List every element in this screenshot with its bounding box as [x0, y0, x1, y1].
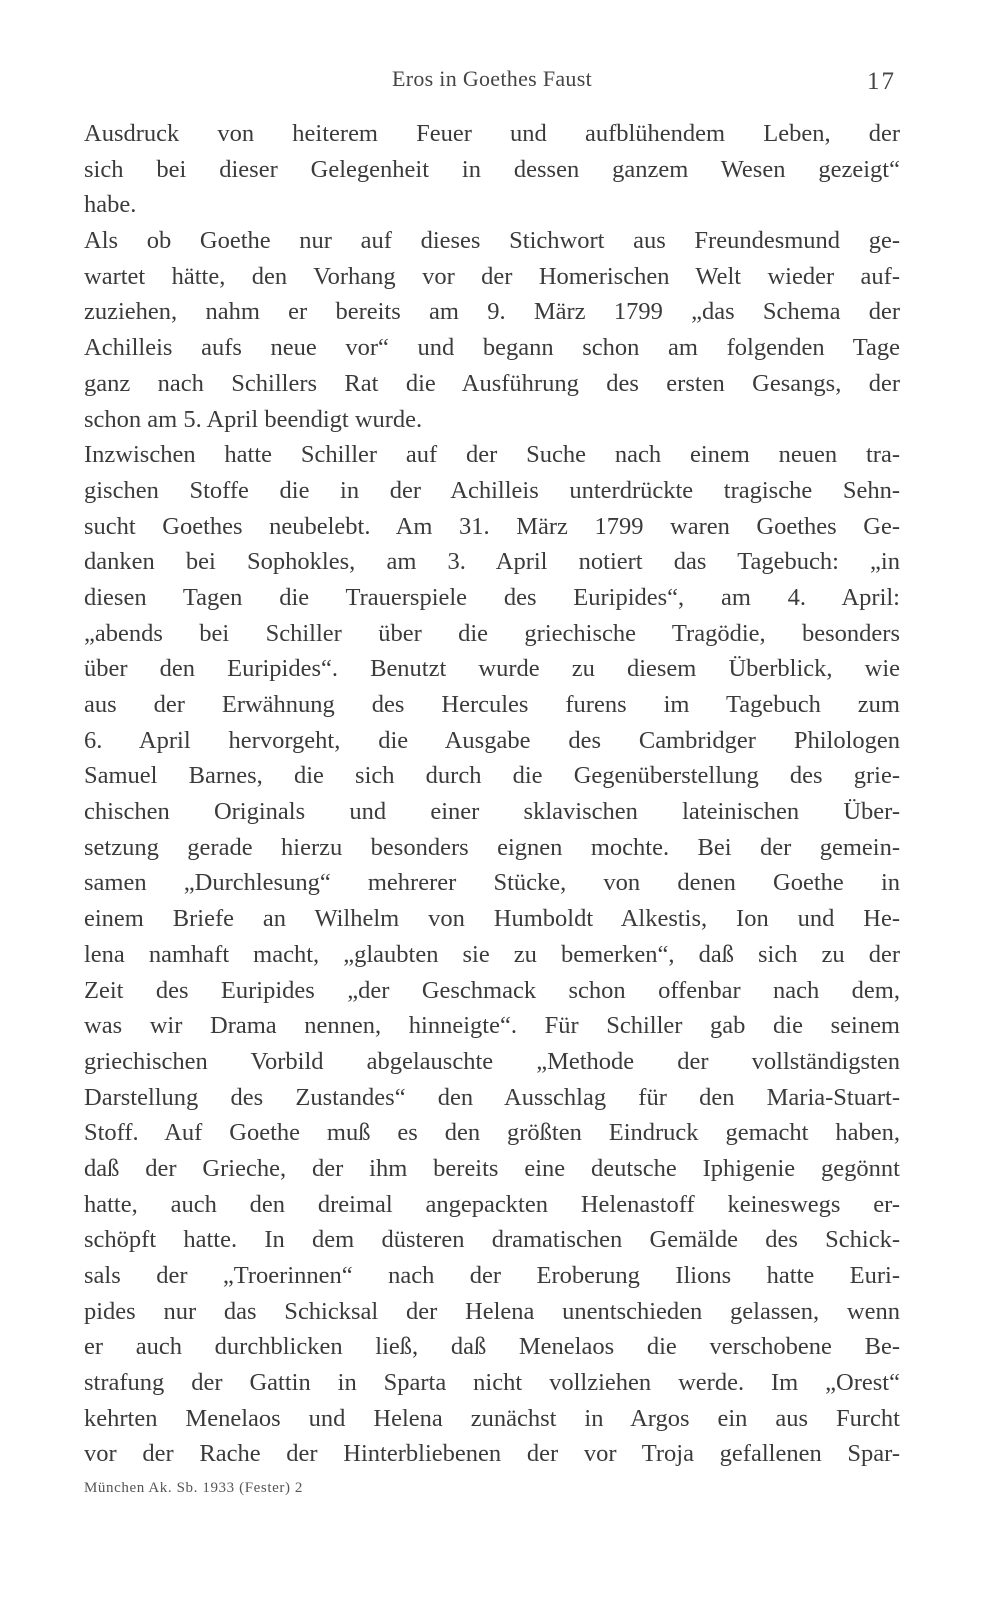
running-head [84, 66, 900, 100]
text-line: setzung gerade hierzu besonders eignen mochte. Bei der gemein- [84, 833, 900, 861]
text-line: ganz nach Schillers Rat die Ausführung des ersten Gesangs, der [84, 369, 900, 397]
text-line: schöpft hatte. In dem düsteren dramatischen Gemälde des Schick- [84, 1226, 900, 1254]
running-title: Eros in Goethes Faust [391, 66, 592, 91]
text-line: habe. [84, 191, 137, 219]
text-line: vor der Rache der Hinterbliebenen der vor Troja gefallenen Spar- [84, 1440, 900, 1468]
text-line: Stoff. Auf Goethe muß es den größten Eindruck gemacht haben, [84, 1119, 900, 1147]
text-line: Zeit des Euripides „der Geschmack schon offenbar nach dem, [84, 976, 900, 1004]
text-line: sucht Goethes neubelebt. Am 31. März 1799 waren Goethes Ge- [84, 512, 900, 540]
text-line: daß der Grieche, der ihm bereits eine deutsche Iphigenie gegönnt [84, 1154, 900, 1182]
text-line: aus der Erwähnung des Hercules furens im Tagebuch zum [84, 691, 900, 718]
text-line: Inzwischen hatte Schiller auf der Suche nach einem neuen tra- [84, 441, 900, 469]
text-line: einem Briefe an Wilhelm von Humboldt Alkestis, Ion und He- [84, 905, 900, 933]
text-line: griechischen Vorbild abgelauschte „Methode der vollständigsten [84, 1047, 900, 1075]
text-line: er auch durchblicken ließ, daß Menelaos die verschobene Be- [84, 1333, 900, 1361]
text-line: lena namhaft macht, „glaubten sie zu bemerken“, daß sich zu der [84, 940, 900, 968]
text-line: chischen Originals und einer sklavischen lateinischen Über- [84, 798, 900, 826]
text-line: gischen Stoffe die in der Achilleis unterdrückte tragische Sehn- [84, 476, 900, 504]
text-line: Als ob Goethe nur auf dieses Stichwort aus Freundesmund ge- [84, 227, 900, 255]
text-line: Achilleis aufs neue vor“ und begann schon am folgenden Tage [84, 334, 900, 362]
text-line: pides nur das Schicksal der Helena unentschieden gelassen, wenn [84, 1297, 900, 1325]
text-line: sich bei dieser Gelegenheit in dessen ganzem Wesen gezeigt“ [84, 155, 900, 183]
text-line: „abends bei Schiller über die griechische Tragödie, besonders [84, 619, 900, 647]
text-line: wartet hätte, den Vorhang vor der Homerischen Welt wieder auf- [84, 262, 900, 290]
text-line: über den Euripides“. Benutzt wurde zu diesem Überblick, wie [84, 655, 900, 683]
text-line: Darstellung des Zustandes“ den Ausschlag für den Maria-Stuart- [84, 1083, 900, 1111]
text-line: strafung der Gattin in Sparta nicht vollziehen werde. Im „Orest“ [84, 1369, 900, 1397]
text-line: was wir Drama nennen, hinneigte“. Für Schiller gab die seinem [84, 1012, 900, 1040]
text-line: schon am 5. April beendigt wurde. [84, 405, 423, 433]
text-line: hatte, auch den dreimal angepackten Helenastoff keineswegs er- [84, 1190, 900, 1218]
text-line: danken bei Sophokles, am 3. April notiert das Tagebuch: „in [84, 548, 900, 576]
footer-signature: München Ak. Sb. 1933 (Fester) 2 [84, 1480, 303, 1496]
text-line: diesen Tagen die Trauerspiele des Euripides“, am 4. April: [84, 583, 900, 611]
text-line: sals der „Troerinnen“ nach der Eroberung Ilions hatte Euri- [84, 1262, 900, 1289]
text-line: samen „Durchlesung“ mehrerer Stücke, von denen Goethe in [84, 869, 900, 897]
page-number: 17 [867, 68, 896, 95]
body-text [84, 116, 900, 1472]
text-line: Samuel Barnes, die sich durch die Gegenüberstellung des grie- [84, 762, 900, 790]
text-line: Ausdruck von heiterem Feuer und aufblühendem Leben, der [84, 120, 900, 147]
text-line: kehrten Menelaos und Helena zunächst in Argos ein aus Furcht [84, 1404, 900, 1432]
text-line: zuziehen, nahm er bereits am 9. März 1799 „das Schema der [84, 298, 900, 326]
text-line: 6. April hervorgeht, die Ausgabe des Cambridger Philologen [84, 726, 900, 754]
